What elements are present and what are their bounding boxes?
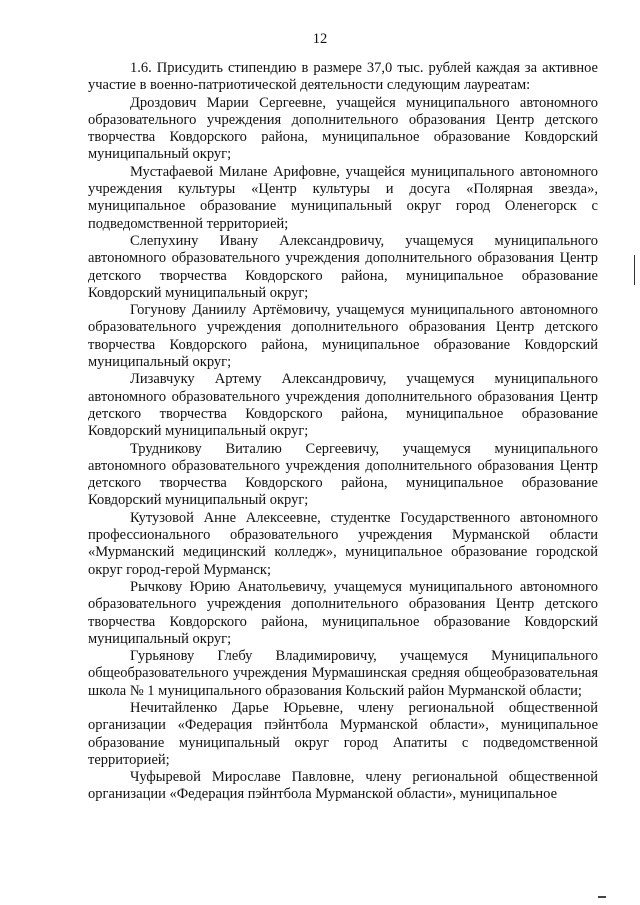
paragraph-laureate: Гурьянову Глебу Владимировичу, учащемуся Муниципального общеобразовательного учреждения Мурмашинская средняя общеобразовательная школа № 1 муниципального образования Кольский район Мурманской области; — [88, 648, 598, 699]
paragraph-laureate: Слепухину Ивану Александровичу, учащемуся муниципального автономного образовательного учреждения дополнительного образования Центр детского творчества Ковдорского района, муниципальное образование Ковдорский муниципальный округ; — [88, 232, 598, 301]
paragraph-laureate: Лизавчуку Артему Александровичу, учащемуся муниципального автономного образовательного учреждения дополнительного образования Центр детского творчества Ковдорского района, муниципальное образование Ковдорский муниципальный округ; — [88, 371, 598, 440]
paragraph-laureate: Кутузовой Анне Алексеевне, студентке Государственного автономного профессионального образовательного учреждения Мурманской области «Мурманский медицинский колледж», муниципальное образование городской округ город-герой Мурманск; — [88, 509, 598, 578]
paragraph-laureate: Гогунову Даниилу Артёмовичу, учащемуся муниципального автономного образовательного учреждения дополнительного образования Центр детского творчества Ковдорского района, муниципальное образование Ковдорский муниципальный округ; — [88, 302, 598, 371]
paragraph-clause-1-6: 1.6. Присудить стипендию в размере 37,0 тыс. рублей каждая за активное участие в военно-патриотической деятельности следующим лауреатам: — [88, 60, 598, 94]
paragraph-laureate: Мустафаевой Милане Арифовне, учащейся муниципального автономного учреждения культуры «Центр культуры и досуга «Полярная звезда», муниципальное образование муниципальный округ город Оленегорск с подведомственной территорией; — [88, 163, 598, 232]
paragraph-laureate: Чуфыревой Мирославе Павловне, члену региональной общественной организации «Федерация пэйнтбола Мурманской области», муниципальное — [88, 769, 598, 803]
paragraph-laureate: Рычкову Юрию Анатольевичу, учащемуся муниципального автономного образовательного учреждения дополнительного образования Центр детского творчества Ковдорского района, муниципальное образование Ковдорский муниципальный округ; — [88, 578, 598, 647]
paragraph-laureate: Нечитайленко Дарье Юрьевне, члену региональной общественной организации «Федерация пэйнтбола Мурманской области», муниципальное образование муниципальный округ город Апатиты с подведомственной территорией; — [88, 699, 598, 768]
page-number: 12 — [312, 31, 328, 47]
document-body — [88, 60, 598, 804]
scan-artifact — [598, 896, 606, 898]
paragraph-laureate: Трудникову Виталию Сергеевичу, учащемуся муниципального автономного образовательного учреждения дополнительного образования Центр детского творчества Ковдорского района, муниципальное образование Ковдорский муниципальный округ; — [88, 440, 598, 509]
scan-margin-mark — [634, 255, 635, 285]
paragraph-laureate: Дроздович Марии Сергеевне, учащейся муниципального автономного образовательного учреждения дополнительного образования Центр детского творчества Ковдорского района, муниципальное образование Ковдорский муниципальный округ; — [88, 94, 598, 163]
